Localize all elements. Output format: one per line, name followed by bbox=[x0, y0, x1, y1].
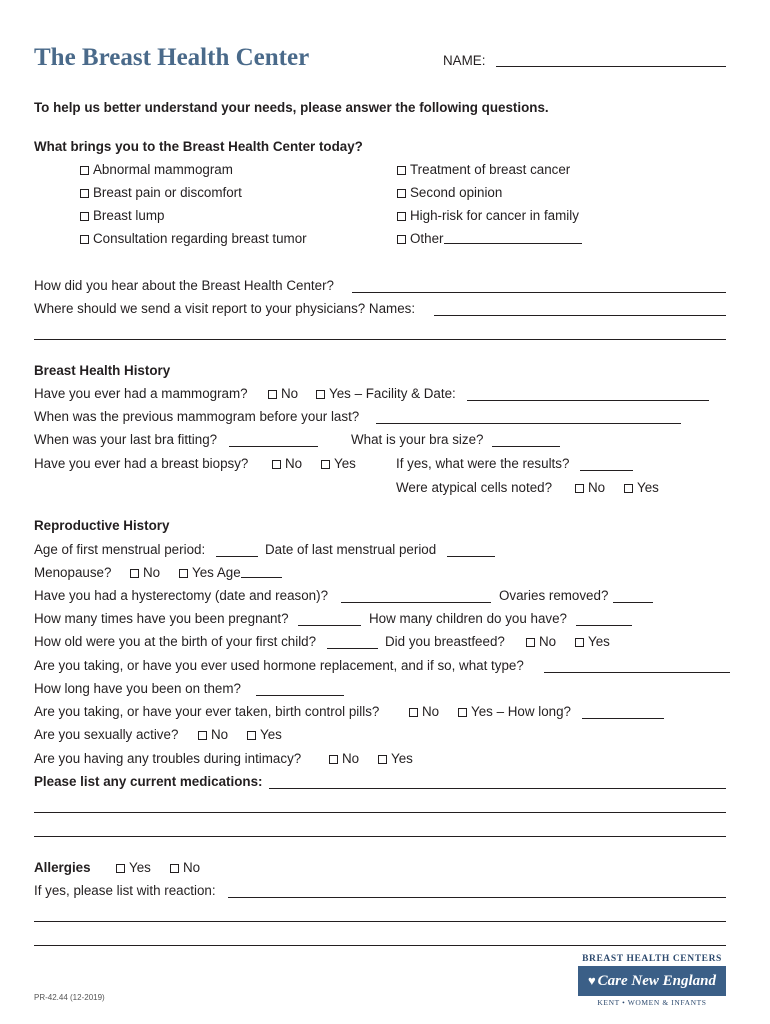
care-new-england-logo bbox=[578, 966, 726, 996]
checkbox[interactable] bbox=[526, 638, 535, 647]
medications-field-line[interactable] bbox=[34, 836, 726, 837]
reproductive-heading: Reproductive History bbox=[34, 518, 170, 533]
checkbox[interactable] bbox=[575, 638, 584, 647]
reason-option[interactable]: Breast pain or discomfort bbox=[80, 185, 242, 201]
intimacy-question: Are you having any troubles during intimacy? bbox=[34, 751, 302, 766]
allergies-heading: Allergies bbox=[34, 860, 91, 875]
checkbox[interactable] bbox=[247, 731, 256, 740]
checkbox[interactable] bbox=[80, 166, 89, 175]
logo-subtitle: KENT • WOMEN & INFANTS bbox=[597, 998, 707, 1007]
reason-option[interactable]: Breast lump bbox=[80, 208, 164, 224]
report-field[interactable] bbox=[434, 315, 726, 316]
reason-question: What brings you to the Breast Health Center today? bbox=[34, 139, 363, 154]
mammogram-no[interactable]: No bbox=[268, 386, 298, 402]
birth-control-no[interactable]: No bbox=[409, 704, 439, 720]
facility-date-field[interactable] bbox=[467, 400, 709, 401]
logo-tagline: BREAST HEALTH CENTERS bbox=[582, 954, 722, 964]
intimacy-yes[interactable]: Yes bbox=[378, 751, 413, 767]
menstrual-field[interactable] bbox=[216, 556, 258, 557]
birth-control-yes[interactable]: Yes – How long? bbox=[458, 704, 571, 720]
bra-size-question: What is your bra size? bbox=[351, 432, 484, 447]
breastfeed-question: Did you breastfeed? bbox=[385, 634, 505, 649]
allergies-field-line[interactable] bbox=[34, 945, 726, 946]
checkbox[interactable] bbox=[116, 864, 125, 873]
ovaries-question: Ovaries removed? bbox=[499, 588, 609, 603]
reason-option[interactable]: High-risk for cancer in family bbox=[397, 208, 579, 224]
checkbox[interactable] bbox=[624, 484, 633, 493]
atypical-yes[interactable]: Yes bbox=[624, 480, 659, 496]
ovaries-field[interactable] bbox=[613, 602, 653, 603]
birth-control-field[interactable] bbox=[582, 718, 664, 719]
checkbox[interactable] bbox=[397, 189, 406, 198]
checkbox[interactable] bbox=[272, 460, 281, 469]
medications-field[interactable] bbox=[269, 788, 726, 789]
medications-question: Please list any current medications: bbox=[34, 774, 263, 789]
sexually-active-no[interactable]: No bbox=[198, 727, 228, 743]
reason-option[interactable]: Consultation regarding breast tumor bbox=[80, 231, 307, 247]
children-field[interactable] bbox=[576, 625, 632, 626]
checkbox[interactable] bbox=[458, 708, 467, 717]
reason-option[interactable]: Treatment of breast cancer bbox=[397, 162, 570, 178]
checkbox[interactable] bbox=[321, 460, 330, 469]
biopsy-no[interactable]: No bbox=[272, 456, 302, 472]
biopsy-results-question: If yes, what were the results? bbox=[396, 456, 570, 471]
sexually-active-question: Are you sexually active? bbox=[34, 727, 179, 742]
hear-field[interactable] bbox=[352, 292, 726, 293]
checkbox[interactable] bbox=[80, 189, 89, 198]
checkbox[interactable] bbox=[316, 390, 325, 399]
breastfeed-no[interactable]: No bbox=[526, 634, 556, 650]
allergies-field[interactable] bbox=[228, 897, 726, 898]
reason-option[interactable]: Abnormal mammogram bbox=[80, 162, 233, 178]
breastfeed-yes[interactable]: Yes bbox=[575, 634, 610, 650]
logo-name: Care New England bbox=[597, 972, 717, 989]
name-label: NAME: bbox=[443, 53, 486, 68]
how-long-question: How long have you been on them? bbox=[34, 681, 241, 696]
age-first-child-question: How old were you at the birth of your first child? bbox=[34, 634, 317, 649]
checkbox[interactable] bbox=[397, 235, 406, 244]
last-period-question: Date of last menstrual period bbox=[265, 542, 437, 557]
intro-text: To help us better understand your needs, please answer the following questions. bbox=[34, 100, 549, 115]
form-code: PR-42.44 (12-2019) bbox=[34, 993, 105, 1002]
bra-fitting-question: When was your last bra fitting? bbox=[34, 432, 218, 447]
intimacy-no[interactable]: No bbox=[329, 751, 359, 767]
menopause-question: Menopause? bbox=[34, 565, 112, 580]
birth-control-question: Are you taking, or have your ever taken, birth control pills? bbox=[34, 704, 380, 719]
previous-mammogram-field[interactable] bbox=[376, 423, 681, 424]
checkbox[interactable] bbox=[268, 390, 277, 399]
mammogram-yes[interactable]: Yes – Facility & Date: bbox=[316, 386, 456, 402]
name-field[interactable] bbox=[496, 66, 726, 67]
checkbox[interactable] bbox=[130, 569, 139, 578]
checkbox[interactable] bbox=[397, 166, 406, 175]
sexually-active-yes[interactable]: Yes bbox=[247, 727, 282, 743]
hormone-field[interactable] bbox=[544, 672, 730, 673]
pregnant-field[interactable] bbox=[298, 625, 361, 626]
checkbox[interactable] bbox=[409, 708, 418, 717]
menopause-no[interactable]: No bbox=[130, 565, 160, 581]
checkbox[interactable] bbox=[329, 755, 338, 764]
mammogram-question: Have you ever had a mammogram? bbox=[34, 386, 248, 401]
checkbox[interactable] bbox=[198, 731, 207, 740]
hear-question: How did you hear about the Breast Health Center? bbox=[34, 278, 334, 293]
page-title: The Breast Health Center bbox=[34, 44, 310, 71]
biopsy-results-field[interactable] bbox=[580, 470, 633, 471]
allergies-no[interactable]: No bbox=[170, 860, 200, 876]
checkbox[interactable] bbox=[80, 212, 89, 221]
bra-size-field[interactable] bbox=[492, 446, 560, 447]
reason-option-other[interactable]: Other bbox=[397, 231, 582, 247]
report-field-line[interactable] bbox=[34, 339, 726, 340]
atypical-no[interactable]: No bbox=[575, 480, 605, 496]
children-question: How many children do you have? bbox=[369, 611, 567, 626]
checkbox[interactable] bbox=[179, 569, 188, 578]
report-question: Where should we send a visit report to your physicians? Names: bbox=[34, 301, 416, 316]
menstrual-question: Age of first menstrual period: bbox=[34, 542, 206, 557]
checkbox[interactable] bbox=[80, 235, 89, 244]
checkbox[interactable] bbox=[378, 755, 387, 764]
hormone-question: Are you taking, or have you ever used hormone replacement, and if so, what type? bbox=[34, 658, 524, 673]
checkbox[interactable] bbox=[170, 864, 179, 873]
hysterectomy-question: Have you had a hysterectomy (date and reason)? bbox=[34, 588, 329, 603]
checkbox[interactable] bbox=[575, 484, 584, 493]
allergies-field-line[interactable] bbox=[34, 921, 726, 922]
hysterectomy-field[interactable] bbox=[341, 602, 491, 603]
age-first-child-field[interactable] bbox=[327, 648, 378, 649]
reason-option[interactable]: Second opinion bbox=[397, 185, 502, 201]
medications-field-line[interactable] bbox=[34, 812, 726, 813]
last-period-field[interactable] bbox=[447, 556, 495, 557]
allergies-list-question: If yes, please list with reaction: bbox=[34, 883, 216, 898]
checkbox[interactable] bbox=[397, 212, 406, 221]
bra-fitting-field[interactable] bbox=[229, 446, 318, 447]
menopause-yes[interactable]: Yes Age bbox=[179, 565, 282, 581]
breast-history-heading: Breast Health History bbox=[34, 363, 171, 378]
other-field[interactable] bbox=[444, 231, 582, 244]
heart-icon: ♥ bbox=[587, 973, 596, 988]
how-long-field[interactable] bbox=[256, 695, 344, 696]
menopause-age-field[interactable] bbox=[241, 565, 282, 578]
biopsy-question: Have you ever had a breast biopsy? bbox=[34, 456, 249, 471]
allergies-yes[interactable]: Yes bbox=[116, 860, 151, 876]
pregnant-question: How many times have you been pregnant? bbox=[34, 611, 289, 626]
atypical-question: Were atypical cells noted? bbox=[396, 480, 553, 495]
biopsy-yes[interactable]: Yes bbox=[321, 456, 356, 472]
previous-mammogram-question: When was the previous mammogram before your last? bbox=[34, 409, 360, 424]
